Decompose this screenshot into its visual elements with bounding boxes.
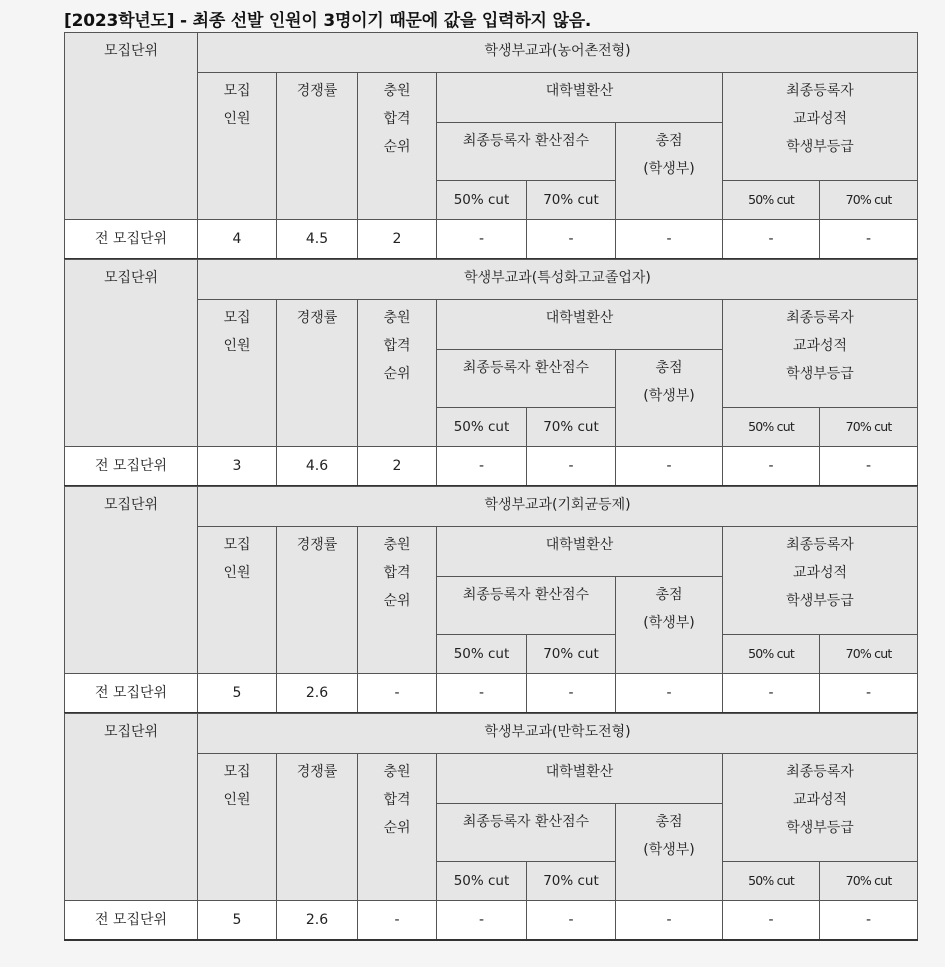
reserve-header: 충원 합격 순위 xyxy=(358,527,437,674)
competition-header: 경쟁률 xyxy=(277,73,358,220)
reserve-header: 충원 합격 순위 xyxy=(358,754,437,901)
total-header: 총점 (학생부) xyxy=(616,804,723,901)
competition-cell: 2.6 xyxy=(277,901,358,940)
unit-cell: 전 모집단위 xyxy=(65,447,198,486)
unit-header: 모집단위 xyxy=(65,33,198,220)
grade-cut50-cell: - xyxy=(723,447,820,486)
unit-cell: 전 모집단위 xyxy=(65,674,198,713)
total-cell: - xyxy=(616,901,723,940)
converted-header: 대학별환산 xyxy=(437,73,723,123)
grade-cut70-header: 70% cut xyxy=(820,408,918,447)
reserve-cell: 2 xyxy=(358,220,437,259)
recruit-cell: 4 xyxy=(198,220,277,259)
grade-cut70-cell: - xyxy=(820,447,918,486)
track-label: 학생부교과(농어촌전형) xyxy=(484,43,631,59)
grade-cut50-header: 50% cut xyxy=(723,181,820,220)
track-label: 학생부교과(기회균등제) xyxy=(484,497,631,513)
table-row xyxy=(65,901,918,940)
unit-cell: 전 모집단위 xyxy=(65,901,198,940)
grade-cut50-header: 50% cut xyxy=(723,862,820,901)
table-row xyxy=(65,674,918,713)
total-header: 총점 (학생부) xyxy=(616,350,723,447)
recruit-header: 모집 인원 xyxy=(198,754,277,901)
cut50-header: 50% cut xyxy=(437,181,527,220)
grade-cut70-header: 70% cut xyxy=(820,181,918,220)
cut50-header: 50% cut xyxy=(437,408,527,447)
competition-header: 경쟁률 xyxy=(277,527,358,674)
competition-cell: 2.6 xyxy=(277,674,358,713)
cut50-header: 50% cut xyxy=(437,635,527,674)
recruit-header: 모집 인원 xyxy=(198,300,277,447)
total-header: 총점 (학생부) xyxy=(616,123,723,220)
grade-cut50-cell: - xyxy=(723,220,820,259)
table-row xyxy=(65,447,918,486)
grade-cut50-header: 50% cut xyxy=(723,635,820,674)
cut70-header: 70% cut xyxy=(527,408,616,447)
track-header xyxy=(198,33,918,73)
recruit-cell: 5 xyxy=(198,674,277,713)
recruit-cell: 5 xyxy=(198,901,277,940)
cut70-header: 70% cut xyxy=(527,862,616,901)
converted-header: 대학별환산 xyxy=(437,300,723,350)
cut70-header: 70% cut xyxy=(527,181,616,220)
competition-header: 경쟁률 xyxy=(277,754,358,901)
admission-table xyxy=(64,259,918,487)
cut70-cell: - xyxy=(527,447,616,486)
cut50-cell: - xyxy=(437,674,527,713)
final-converted-header: 최종등록자 환산점수 xyxy=(437,123,616,181)
page-title: [2023학년도] - 최종 선발 인원이 3명이기 때문에 값을 입력하지 않음. xyxy=(64,11,592,31)
final-grade-header: 최종등록자 교과성적 학생부등급 xyxy=(723,527,918,635)
cut70-header: 70% cut xyxy=(527,635,616,674)
unit-header: 모집단위 xyxy=(65,714,198,901)
track-header xyxy=(198,714,918,754)
total-header: 총점 (학생부) xyxy=(616,577,723,674)
unit-cell: 전 모집단위 xyxy=(65,220,198,259)
converted-header: 대학별환산 xyxy=(437,527,723,577)
admission-table xyxy=(64,713,918,941)
track-header xyxy=(198,487,918,527)
cut70-cell: - xyxy=(527,220,616,259)
cut70-cell: - xyxy=(527,901,616,940)
grade-cut70-header: 70% cut xyxy=(820,635,918,674)
grade-cut70-header: 70% cut xyxy=(820,862,918,901)
final-grade-header: 최종등록자 교과성적 학생부등급 xyxy=(723,73,918,181)
reserve-cell: - xyxy=(358,901,437,940)
unit-header: 모집단위 xyxy=(65,260,198,447)
admission-table xyxy=(64,486,918,714)
cut50-header: 50% cut xyxy=(437,862,527,901)
cut50-cell: - xyxy=(437,447,527,486)
competition-cell: 4.5 xyxy=(277,220,358,259)
recruit-cell: 3 xyxy=(198,447,277,486)
grade-cut70-cell: - xyxy=(820,674,918,713)
total-cell: - xyxy=(616,447,723,486)
grade-cut50-cell: - xyxy=(723,901,820,940)
track-label: 학생부교과(만학도전형) xyxy=(484,724,631,740)
recruit-header: 모집 인원 xyxy=(198,527,277,674)
grade-cut50-header: 50% cut xyxy=(723,408,820,447)
cut70-cell: - xyxy=(527,674,616,713)
competition-cell: 4.6 xyxy=(277,447,358,486)
grade-cut70-cell: - xyxy=(820,220,918,259)
final-grade-header: 최종등록자 교과성적 학생부등급 xyxy=(723,754,918,862)
grade-cut50-cell: - xyxy=(723,674,820,713)
reserve-header: 충원 합격 순위 xyxy=(358,73,437,220)
converted-header: 대학별환산 xyxy=(437,754,723,804)
final-converted-header: 최종등록자 환산점수 xyxy=(437,577,616,635)
total-cell: - xyxy=(616,220,723,259)
final-grade-header: 최종등록자 교과성적 학생부등급 xyxy=(723,300,918,408)
cut50-cell: - xyxy=(437,220,527,259)
grade-cut70-cell: - xyxy=(820,901,918,940)
reserve-cell: 2 xyxy=(358,447,437,486)
competition-header: 경쟁률 xyxy=(277,300,358,447)
final-converted-header: 최종등록자 환산점수 xyxy=(437,350,616,408)
reserve-cell: - xyxy=(358,674,437,713)
cut50-cell: - xyxy=(437,901,527,940)
recruit-header: 모집 인원 xyxy=(198,73,277,220)
track-header xyxy=(198,260,918,300)
unit-header: 모집단위 xyxy=(65,487,198,674)
total-cell: - xyxy=(616,674,723,713)
reserve-header: 충원 합격 순위 xyxy=(358,300,437,447)
admission-table xyxy=(64,32,918,260)
track-label: 학생부교과(특성화고교졸업자) xyxy=(464,270,651,286)
final-converted-header: 최종등록자 환산점수 xyxy=(437,804,616,862)
table-row xyxy=(65,220,918,259)
